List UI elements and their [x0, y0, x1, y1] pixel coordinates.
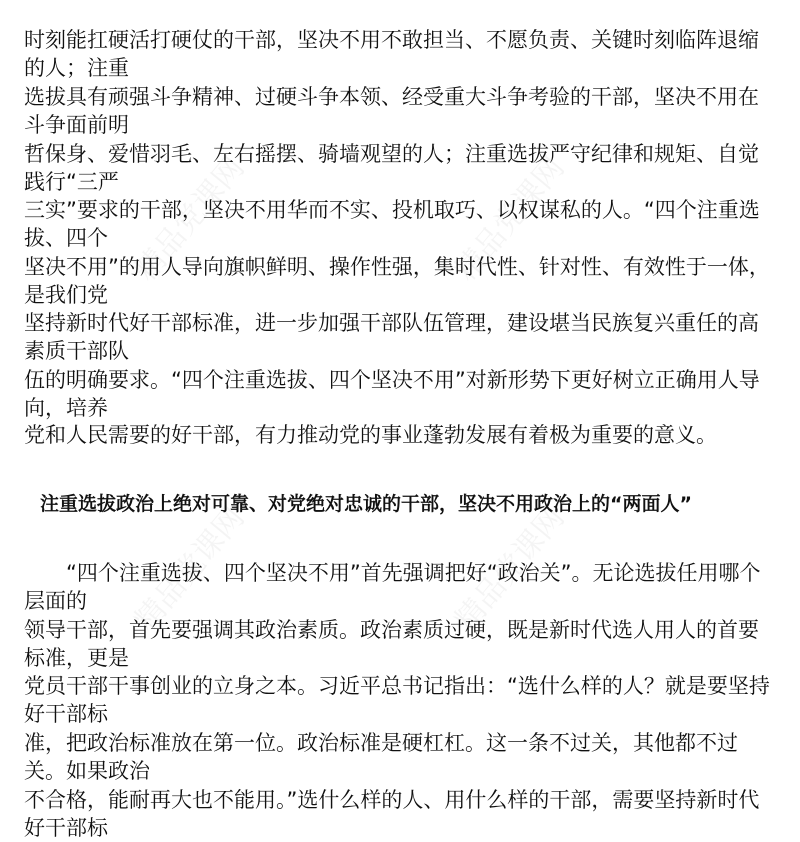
text-line: 不合格，能耐再大也不能用。”选什么样的人、用什么样的干部，需要坚持新时代好干部标: [24, 788, 760, 840]
watermark: 精品党课网: [128, 500, 252, 638]
text-line: 党员干部干事创业的立身之本。习近平总书记指出：“选什么样的人？就是要坚持好干部标: [24, 674, 770, 726]
text-line: 准，把政治标准放在第一位。政治标准是硬杠杠。这一条不过关，其他都不过关。如果政治: [24, 731, 738, 783]
text-line: 三实”要求的干部，坚决不用华而不实、投机取巧、以权谋私的人。“四个注重选拔、四个: [24, 198, 760, 250]
text-line: 时刻能扛硬活打硬仗的干部，坚决不用不敢担当、不愿负责、关键时刻临阵退缩的人；注重: [24, 28, 759, 80]
watermark: 精品党课网: [128, 150, 252, 288]
text-line: 哲保身、爱惜羽毛、左右摇摆、骑墙观望的人；注重选拔严守纪律和规矩、自觉践行“三严: [24, 142, 759, 194]
watermark: 精品党课网: [448, 500, 572, 638]
section-heading: 注重选拔政治上绝对可靠、对党绝对忠诚的干部，坚决不用政治上的“两面人”: [40, 493, 692, 515]
text-line: 坚持新时代好干部标准，进一步加强干部队伍管理，建设堪当民族复兴重任的高素质干部队: [24, 311, 759, 363]
text-line: 领导干部，首先要强调其政治素质。政治素质过硬，既是新时代选人用人的首要标准，更是: [24, 618, 759, 670]
text-line: 选拔具有顽强斗争精神、过硬斗争本领、经受重大斗争考验的干部，坚决不用在斗争面前明: [24, 85, 759, 137]
text-line: 坚决不用”的用人导向旗帜鲜明、操作性强，集时代性、针对性、有效性于一体，是我们党: [24, 255, 770, 307]
watermark: 精品党课网: [448, 150, 572, 288]
text-line: 伍的明确要求。“四个注重选拔、四个坚决不用”对新形势下更好树立正确用人导向，培养: [24, 368, 760, 420]
text-line: “四个注重选拔、四个坚决不用”首先强调把好“政治关”。无论选拔任用哪个层面的: [24, 561, 761, 613]
text-line: 党和人民需要的好干部，有力推动党的事业蓬勃发展有着极为重要的意义。: [24, 423, 717, 447]
